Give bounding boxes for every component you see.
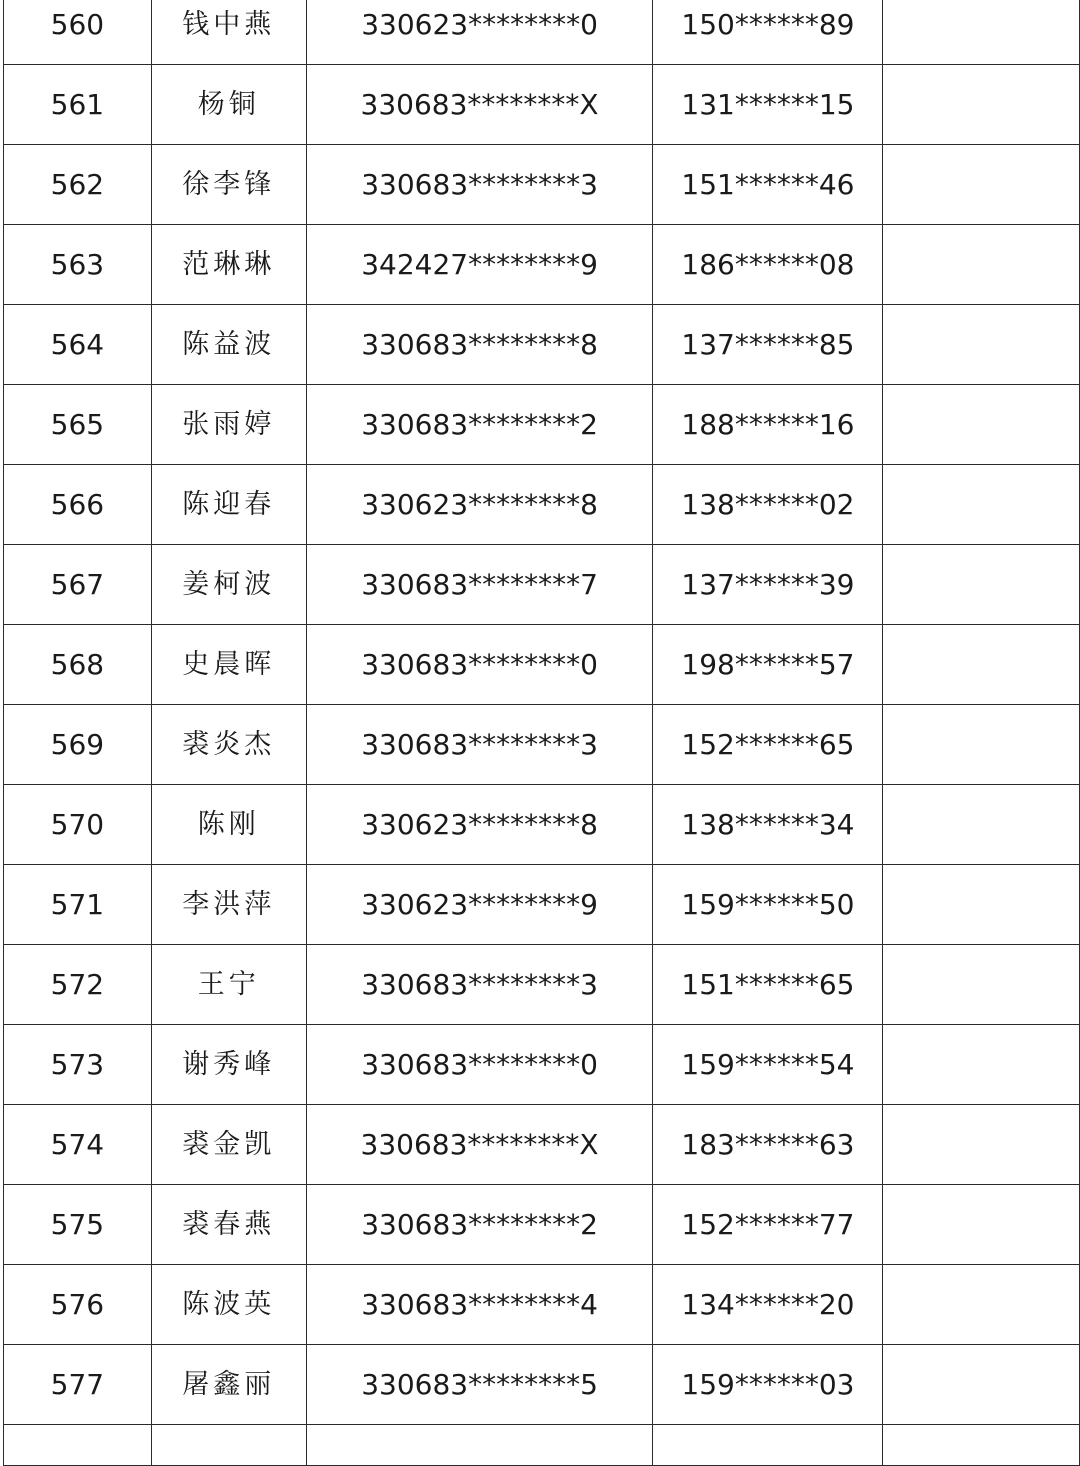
cell-id-number: 330683********3 bbox=[306, 705, 653, 785]
cell-name: 钱中燕 bbox=[151, 0, 306, 65]
table-row bbox=[4, 305, 1080, 385]
cell-phone-number: 150******89 bbox=[653, 0, 883, 65]
cell-phone-number: 152******65 bbox=[653, 705, 883, 785]
cell-phone-number: 137******39 bbox=[653, 545, 883, 625]
cell-serial-number: 567 bbox=[4, 545, 152, 625]
cell-name: 陈迎春 bbox=[151, 465, 306, 545]
cell-name: 范琳琳 bbox=[151, 225, 306, 305]
table-row bbox=[4, 65, 1080, 145]
cell-name: 陈波英 bbox=[151, 1265, 306, 1345]
cell-remark bbox=[883, 625, 1080, 705]
cell-serial-number: 566 bbox=[4, 465, 152, 545]
table-row bbox=[4, 1025, 1080, 1105]
cell-phone-number: 159******54 bbox=[653, 1025, 883, 1105]
cell-phone-number: 137******85 bbox=[653, 305, 883, 385]
cell-phone-number: 159******03 bbox=[653, 1345, 883, 1425]
cell-serial-number: 571 bbox=[4, 865, 152, 945]
cell-id-number: 330683********3 bbox=[306, 145, 653, 225]
cell-name: 屠鑫丽 bbox=[151, 1345, 306, 1425]
cell-id-number: 330683********X bbox=[306, 65, 653, 145]
table-row bbox=[4, 945, 1080, 1025]
cell-serial-number: 577 bbox=[4, 1345, 152, 1425]
roster-table bbox=[3, 0, 1080, 1466]
cell-empty bbox=[4, 1425, 152, 1466]
cell-name: 张雨婷 bbox=[151, 385, 306, 465]
cell-id-number: 330623********9 bbox=[306, 865, 653, 945]
cell-serial-number: 563 bbox=[4, 225, 152, 305]
table-row bbox=[4, 1185, 1080, 1265]
cell-name: 裘春燕 bbox=[151, 1185, 306, 1265]
cell-remark bbox=[883, 305, 1080, 385]
cell-serial-number: 575 bbox=[4, 1185, 152, 1265]
cell-phone-number: 186******08 bbox=[653, 225, 883, 305]
table-row bbox=[4, 705, 1080, 785]
cell-empty bbox=[883, 1425, 1080, 1466]
table-row bbox=[4, 1265, 1080, 1345]
cell-remark bbox=[883, 865, 1080, 945]
cell-empty bbox=[653, 1425, 883, 1466]
table-row bbox=[4, 625, 1080, 705]
cell-id-number: 330683********3 bbox=[306, 945, 653, 1025]
cell-remark bbox=[883, 1185, 1080, 1265]
table-row bbox=[4, 785, 1080, 865]
cell-phone-number: 188******16 bbox=[653, 385, 883, 465]
cell-name: 裘金凯 bbox=[151, 1105, 306, 1185]
table-row bbox=[4, 385, 1080, 465]
cell-serial-number: 572 bbox=[4, 945, 152, 1025]
table-row bbox=[4, 1105, 1080, 1185]
cell-serial-number: 560 bbox=[4, 0, 152, 65]
cell-name: 王宁 bbox=[151, 945, 306, 1025]
cell-id-number: 330683********2 bbox=[306, 1185, 653, 1265]
table-row bbox=[4, 545, 1080, 625]
cell-serial-number: 570 bbox=[4, 785, 152, 865]
cell-remark bbox=[883, 1345, 1080, 1425]
cell-name: 裘炎杰 bbox=[151, 705, 306, 785]
cell-remark bbox=[883, 0, 1080, 65]
cell-id-number: 330683********X bbox=[306, 1105, 653, 1185]
cell-serial-number: 564 bbox=[4, 305, 152, 385]
table-row bbox=[4, 0, 1080, 65]
cell-id-number: 330683********0 bbox=[306, 625, 653, 705]
cell-remark bbox=[883, 145, 1080, 225]
cell-remark bbox=[883, 705, 1080, 785]
cell-name: 陈益波 bbox=[151, 305, 306, 385]
cell-serial-number: 569 bbox=[4, 705, 152, 785]
cell-remark bbox=[883, 65, 1080, 145]
cell-id-number: 330683********8 bbox=[306, 305, 653, 385]
cell-remark bbox=[883, 225, 1080, 305]
cell-remark bbox=[883, 545, 1080, 625]
cell-phone-number: 152******77 bbox=[653, 1185, 883, 1265]
cell-name: 谢秀峰 bbox=[151, 1025, 306, 1105]
cell-serial-number: 561 bbox=[4, 65, 152, 145]
cell-id-number: 330683********7 bbox=[306, 545, 653, 625]
cell-phone-number: 151******46 bbox=[653, 145, 883, 225]
cell-id-number: 330683********4 bbox=[306, 1265, 653, 1345]
cell-name: 杨铜 bbox=[151, 65, 306, 145]
cell-phone-number: 138******02 bbox=[653, 465, 883, 545]
cell-phone-number: 134******20 bbox=[653, 1265, 883, 1345]
cell-remark bbox=[883, 1105, 1080, 1185]
cell-serial-number: 562 bbox=[4, 145, 152, 225]
cell-serial-number: 568 bbox=[4, 625, 152, 705]
cell-id-number: 330683********0 bbox=[306, 1025, 653, 1105]
cell-id-number: 342427********9 bbox=[306, 225, 653, 305]
cell-phone-number: 131******15 bbox=[653, 65, 883, 145]
cell-phone-number: 151******65 bbox=[653, 945, 883, 1025]
cell-phone-number: 138******34 bbox=[653, 785, 883, 865]
cell-remark bbox=[883, 465, 1080, 545]
cell-phone-number: 183******63 bbox=[653, 1105, 883, 1185]
cell-phone-number: 159******50 bbox=[653, 865, 883, 945]
cell-serial-number: 576 bbox=[4, 1265, 152, 1345]
cell-name: 史晨晖 bbox=[151, 625, 306, 705]
cell-remark bbox=[883, 1265, 1080, 1345]
table-row bbox=[4, 465, 1080, 545]
cell-id-number: 330683********5 bbox=[306, 1345, 653, 1425]
cell-remark bbox=[883, 945, 1080, 1025]
cell-name: 姜柯波 bbox=[151, 545, 306, 625]
roster-body bbox=[4, 0, 1080, 1466]
cell-serial-number: 565 bbox=[4, 385, 152, 465]
cell-name: 李洪萍 bbox=[151, 865, 306, 945]
cell-remark bbox=[883, 785, 1080, 865]
cell-remark bbox=[883, 385, 1080, 465]
cell-remark bbox=[883, 1025, 1080, 1105]
table-row bbox=[4, 1345, 1080, 1425]
cell-name: 陈刚 bbox=[151, 785, 306, 865]
cell-serial-number: 573 bbox=[4, 1025, 152, 1105]
table-row-partial bbox=[4, 1425, 1080, 1466]
cell-id-number: 330683********2 bbox=[306, 385, 653, 465]
cell-id-number: 330623********8 bbox=[306, 785, 653, 865]
table-row bbox=[4, 145, 1080, 225]
cell-phone-number: 198******57 bbox=[653, 625, 883, 705]
table-row bbox=[4, 225, 1080, 305]
cell-serial-number: 574 bbox=[4, 1105, 152, 1185]
cell-id-number: 330623********8 bbox=[306, 465, 653, 545]
cell-empty bbox=[151, 1425, 306, 1466]
cell-empty bbox=[306, 1425, 653, 1466]
cell-id-number: 330623********0 bbox=[306, 0, 653, 65]
cell-name: 徐李锋 bbox=[151, 145, 306, 225]
table-row bbox=[4, 865, 1080, 945]
